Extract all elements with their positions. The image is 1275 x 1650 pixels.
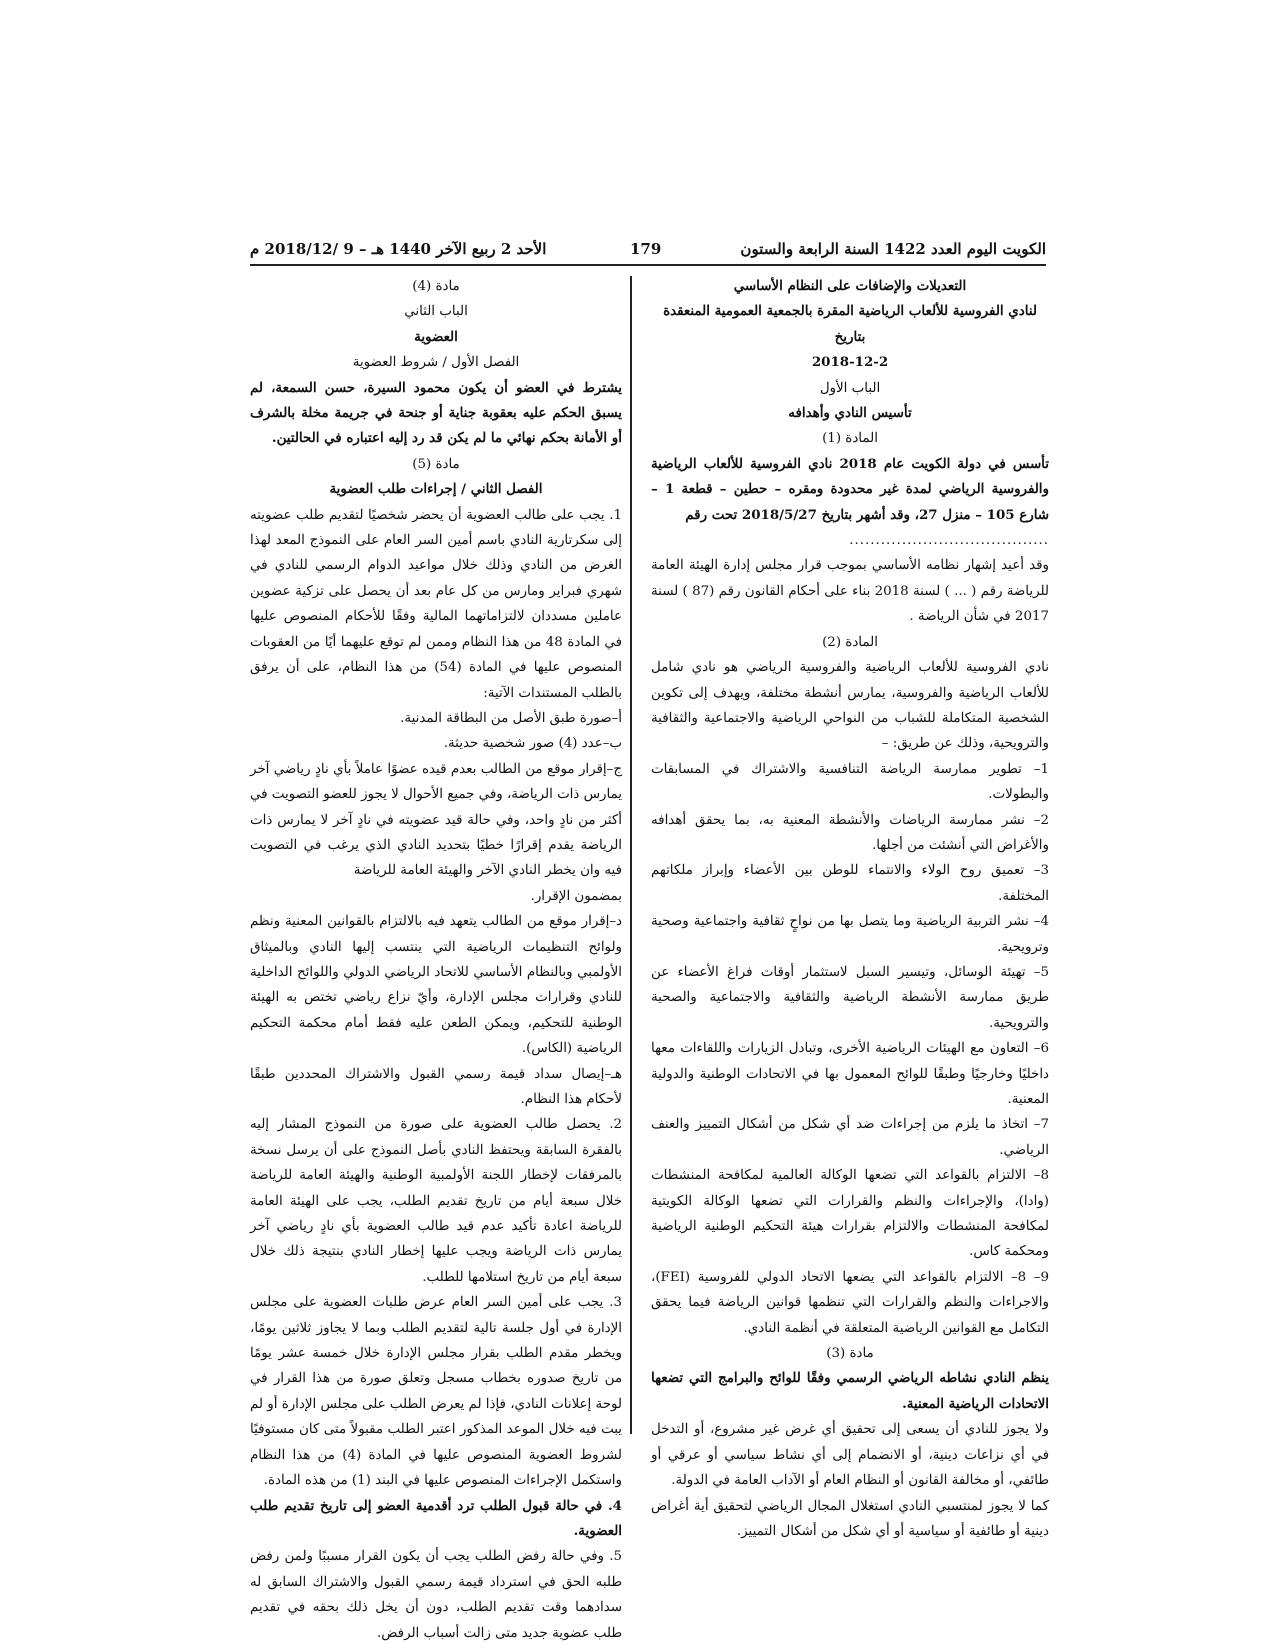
paragraph: 7– اتخاذ ما يلزم من إجراءات ضد أي شكل من أشكال التمييز والعنف الرياضي. — [651, 1117, 1049, 1158]
paragraph: لنادي الفروسية للألعاب الرياضية المقرة بالجمعية العمومية المنعقدة بتاريخ — [663, 303, 1037, 345]
page-number: 179 — [630, 240, 662, 258]
paragraph: هـ–إيصال سداد قيمة رسمي القبول والاشتراك المحددين طبقًا لأحكام هذا النظام. — [250, 1066, 622, 1107]
paragraph: مادة (5) — [412, 456, 460, 472]
paragraph: 2018-12-2 — [811, 354, 889, 371]
paragraph: 9– 8– الالتزام بالقواعد التي يضعها الاتحاد الدولي للفروسية (FEI)، والاجراءات والنظم والقرارات التي تنظمها قوانين الرياضة فيما يحقق التكامل مع القوانين الرياضية المتعلقة في أنظمة النادي. — [651, 1269, 1050, 1336]
page-header — [250, 238, 1046, 266]
gazette-issue: الكويت اليوم العدد 1422 السنة الرابعة والستون — [740, 240, 1046, 258]
paragraph: 6– التعاون مع الهيئات الرياضية الأخرى، وتبادل الزيارات واللقاءات معها داخليًا وخارجيًا وطبقًا للوائح المعمول بها في الاتحادات الوطنية والدولية المعنية. — [651, 1041, 1049, 1107]
paragraph: الباب الثاني — [404, 304, 468, 320]
paragraph: مادة (3) — [826, 1346, 874, 1362]
paragraph: الفصل الأول / شروط العضوية — [352, 355, 520, 371]
right-column — [651, 274, 1049, 1544]
paragraph: ...................................... — [849, 533, 1049, 549]
paragraph: 1. يجب على طالب العضوية أن يحضر شخصيًا لتقديم طلب عضويته إلى سكرتارية النادي باسم أمين السر العام على النموذج المعد لهذا الغرض من النادي وذلك خلال مواعيد الدوام الرسمي للنادي في شهري فبراير ومارس من كل عام بعد أن يحصل على تزكية عضوين عاملين مسددان لالتزاماتهما المالية وفقًا للأحكام المنصوص عليها في المادة 48 من هذا النظام وممن لم توقع عليهما أيًا من العقوبات المنصوص عليها في المادة (54) من هذا النظام، على أن يرفق بالطلب المستندات الآتية: — [250, 507, 622, 701]
paragraph: 3. يجب على أمين السر العام عرض طلبات العضوية على مجلس الإدارة في أول جلسة تالية لتقديم الطلب وبما لا يجاوز ثلاثين يومًا، ويخطر مقدم الطلب بقرار مجلس الإدارة خلال خمسة عشر يومًا من تاريخ صدوره بخطاب مسجل وتعلق صورة من هذا القرار في لوحة إعلانات النادي، فإذا لم يعرض الطلب على مجلس الإدارة أو لم يبت فيه خلال الموعد المذكور اعتبر الطلب مقبولاً متى كان مستوفيًا لشروط العضوية المنصوص عليها في المادة (4) من هذا النظام واستكمل الإجراءات المنصوص عليها في البند (1) من هذه المادة. — [250, 1295, 622, 1489]
paragraph: 5– تهيئة الوسائل، وتيسير السبل لاستثمار أوقات فراغ الأعضاء عن طريق ممارسة الأنشطة الرياضية والثقافية والاجتماعية والصحية والترويحية. — [651, 964, 1049, 1031]
paragraph: د–إقرار موقع من الطالب يتعهد فيه بالالتزام بالقوانين المعنية ونظم ولوائح التنظيمات الرياضية التي ينتسب إليها النادي وبالميثاق الأولمبي وبالنظام الأساسي للاتحاد الرياضي الدولي واللوائح الداخلية للنادي وقرارات مجلس الإدارة، وأيّ نزاع رياضي تختص به الهيئة الوطنية للتحكيم، ويمكن الطعن عليه فقط أمام محكمة التحكيم الرياضية (الكاس). — [250, 914, 622, 1057]
left-column — [250, 274, 622, 1646]
paragraph: 2. يحصل طالب العضوية على صورة من النموذج المشار إليه بالفقرة السابقة ويحتفظ النادي بأصل النموذج على أن يرسل نسخة بالمرفقات لإخطار اللجنة الأولمبية الوطنية والهيئة العامة للرياضة خلال سبعة أيام من تاريخ تقديم الطلب، يجب على الهيئة العامة للرياضة اعادة تأكيد عدم قيد طالب العضوية بأي نادٍ رياضي آخر يمارس ذات الرياضة ويجب عليها إخطار النادي بنتيجة ذلك خلال سبعة أيام من تاريخ استلامها للطلب. — [250, 1117, 622, 1285]
paragraph: 4– نشر التربية الرياضية وما يتصل بها من نواحٍ ثقافية واجتماعية وصحية وترويحية. — [651, 914, 1049, 955]
issue-date: الأحد 2 ربيع الآخر 1440 هـ – 9 /2018/12 م — [250, 240, 547, 258]
paragraph: الفصل الثاني / إجراءات طلب العضوية — [329, 481, 543, 498]
paragraph: 3– تعميق روح الولاء والانتماء للوطن بين الأعضاء وإبراز ملكاتهم المختلفة. — [651, 863, 1049, 904]
paragraph: كما لا يجوز لمنتسبي النادي استغلال المجال الرياضي لتحقيق أية أغراض دينية أو طائفية أو سياسية أو أي شكل من أشكال التمييز. — [651, 1498, 1049, 1539]
paragraph: ج–إقرار موقع من الطالب بعدم قيده عضوًا عاملاً بأي نادٍ رياضي آخر يمارس ذات الرياضة، وفي جميع الأحوال لا يجوز للعضو التصويت في أكثر من نادٍ واحد، وفي حالة قيد عضويته في نادٍ آخر لا يمارس ذات الرياضة يقدم إقرارًا خطيًا بتحديد النادي الذي يرغب في التصويت فيه وان يخطر النادي الآخر والهيئة العامة للرياضة — [249, 761, 622, 879]
paragraph: تأسس في دولة الكويت عام 2018 نادي الفروسية للألعاب الرياضية والفروسية الرياضي لمدة غير محدودة ومقره – حطين – قطعة 1 – شارع 105 – منزل 27، وقد أشهر بتاريخ 2018/5/27 تحت رقم — [651, 455, 1049, 523]
paragraph: 4. في حالة قبول الطلب ترد أقدمية العضو إلى تاريخ تقديم طلب العضوية. — [250, 1497, 622, 1539]
paragraph: التعديلات والإضافات على النظام الأساسي — [733, 278, 967, 294]
paragraph: 2– نشر ممارسة الرياضات والأنشطة المعنية به، بما يحقق أهدافه والأغراض التي أنشئت من أجلها. — [651, 812, 1049, 853]
paragraph: يشترط في العضو أن يكون محمود السيرة، حسن السمعة، لم يسبق الحكم عليه بعقوبة جناية أو جنحة في جريمة مخلة بالشرف أو الأمانة بحكم نهائي ما لم يكن قد رد إليه اعتباره في الحالتين. — [250, 379, 622, 447]
paragraph: الباب الأول — [819, 380, 881, 396]
paragraph: ينظم النادي نشاطه الرياضي الرسمي وفقًا للوائح والبرامج التي تضعها الاتحادات الرياضية المعنية. — [651, 1370, 1049, 1412]
paragraph: بمضمون الإقرار. — [530, 888, 622, 904]
paragraph: ب–عدد (4) صور شخصية حديثة. — [443, 736, 622, 752]
paragraph: 8– الالتزام بالقواعد التي تضعها الوكالة العالمية لمكافحة المنشطات (وادا)، والإجراءات والنظم والقرارات التي تضعها الوكالة الكويتية لمكافحة المنشطات والالتزام بقرارات هيئة التحكيم الوطنية الرياضية ومحكمة كاس. — [651, 1168, 1049, 1260]
paragraph: المادة (2) — [822, 634, 878, 650]
paragraph: وقد أعيد إشهار نظامه الأساسي بموجب قرار مجلس إدارة الهيئة العامة للرياضة رقم ( ... ) لسنة 2018 بناء على أحكام القانون رقم (87 ) لسنة 2017 في شأن الرياضة . — [651, 558, 1050, 625]
paragraph: نادي الفروسية للألعاب الرياضية والفروسية الرياضي هو نادي شامل للألعاب الرياضية والفروسية، يمارس أنشطة مختلفة، ويهدف إلى تكوين الشخصية المتكاملة للشباب من النواحي الرياضية والاجتماعية والثقافية والترويحية، وذلك عن طريق: – — [651, 660, 1049, 752]
paragraph: 5. وفي حالة رفض الطلب يجب أن يكون القرار مسببًا ولمن رفض طلبه الحق في استرداد قيمة رسمي القبول والاشتراك السابق له سدادهما وقت تقديم الطلب، دون أن يخل ذلك بحقه في تقديم طلب عضوية جديد متى زالت أسباب الرفض. — [250, 1549, 622, 1641]
paragraph: 1– تطوير ممارسة الرياضة التنافسية والاشتراك في المسابقات والبطولات. — [651, 761, 1049, 803]
paragraph: مادة (4) — [412, 279, 460, 294]
paragraph: ولا يجوز للنادي أن يسعى إلى تحقيق أي غرض غير مشروع، أو التدخل في أي نزاعات دينية، أو الانضمام إلى أي نشاط سياسي أو عرقي أو طائفي، أو مخالفة القانون أو النظام العام أو الآداب العامة في الدولة. — [651, 1422, 1049, 1489]
paragraph: العضوية — [414, 328, 458, 345]
paragraph: تأسيس النادي وأهدافه — [788, 405, 912, 422]
column-divider — [630, 276, 632, 1434]
paragraph: المادة (1) — [822, 431, 878, 447]
paragraph: أ–صورة طبق الأصل من البطاقة المدنية. — [400, 710, 622, 726]
